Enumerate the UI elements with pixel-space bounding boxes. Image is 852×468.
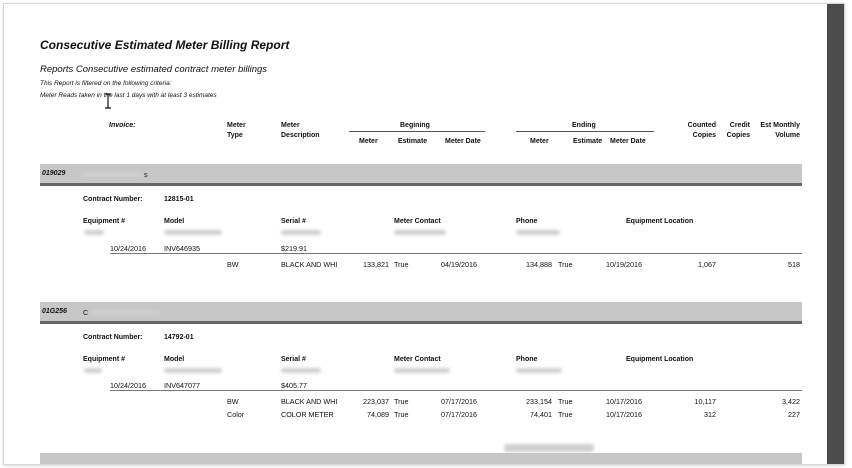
invoice-date: 10/24/2016 bbox=[110, 381, 146, 390]
contract-number-label: Contract Number: bbox=[83, 334, 143, 341]
report-page bbox=[4, 4, 826, 464]
customer-band-rule bbox=[40, 321, 802, 324]
begin-estimate: True bbox=[394, 410, 409, 419]
begin-estimate: True bbox=[394, 397, 409, 406]
meter-type: Color bbox=[227, 410, 245, 419]
col-meter-type-1: Meter bbox=[227, 122, 246, 129]
customer-band bbox=[40, 164, 802, 183]
col-begin-date: Meter Date bbox=[445, 138, 481, 145]
col-counted-1: Counted bbox=[687, 122, 716, 129]
redacted-fragment bbox=[504, 444, 594, 452]
est-monthly-volume: 518 bbox=[788, 260, 800, 269]
beginning-rule bbox=[349, 131, 485, 132]
meter-description: BLACK AND WHI bbox=[281, 260, 338, 269]
col-invoice: Invoice: bbox=[109, 122, 136, 129]
col-meter-desc-2: Description bbox=[281, 132, 320, 139]
redacted-equipment bbox=[84, 230, 104, 235]
equipment-location-label: Equipment Location bbox=[626, 218, 694, 225]
col-begin-meter: Meter bbox=[359, 138, 378, 145]
begin-meter: 223,037 bbox=[363, 397, 389, 406]
redacted-model bbox=[164, 230, 222, 235]
equipment-label: Equipment # bbox=[83, 218, 126, 225]
meter-contact-label: Meter Contact bbox=[394, 356, 441, 363]
est-monthly-volume: 227 bbox=[788, 410, 800, 419]
redacted-equipment bbox=[84, 368, 102, 373]
phone-label: Phone bbox=[516, 218, 538, 225]
redacted-customer-name bbox=[82, 172, 144, 177]
customer-id: 019029 bbox=[42, 170, 66, 177]
col-volume-1: Est Monthly bbox=[760, 122, 800, 129]
customer-name-suffix: s bbox=[144, 170, 148, 179]
text-cursor-icon bbox=[104, 93, 112, 109]
col-end-meter: Meter bbox=[530, 138, 549, 145]
equipment-location-label: Equipment Location bbox=[626, 356, 694, 363]
redacted-contact bbox=[394, 368, 450, 373]
meter-contact-label: Meter Contact bbox=[394, 218, 441, 225]
invoice-rule bbox=[110, 253, 802, 254]
end-estimate: True bbox=[558, 260, 573, 269]
invoice-rule bbox=[110, 390, 802, 391]
end-estimate: True bbox=[558, 410, 573, 419]
filter-note: This Report is filtered on the following criteria: bbox=[40, 80, 172, 87]
customer-band bbox=[40, 453, 802, 464]
invoice-number: INV646935 bbox=[164, 244, 200, 253]
end-meter: 233,154 bbox=[526, 397, 552, 406]
redacted-model bbox=[164, 368, 222, 373]
filter-criteria: Meter Reads taken in the last 1 days with at least 3 estimates bbox=[40, 92, 217, 99]
end-estimate: True bbox=[558, 397, 573, 406]
col-volume-2: Volume bbox=[775, 132, 800, 139]
customer-id: 01G256 bbox=[42, 308, 67, 315]
report-viewer bbox=[4, 4, 844, 464]
col-ending: Ending bbox=[572, 122, 596, 129]
est-monthly-volume: 3,422 bbox=[782, 397, 800, 406]
end-meter: 74,401 bbox=[530, 410, 552, 419]
serial-label: Serial # bbox=[281, 218, 306, 225]
customer-band-rule bbox=[40, 183, 802, 186]
model-label: Model bbox=[164, 218, 185, 225]
redacted-serial bbox=[281, 230, 321, 235]
begin-meter: 133,821 bbox=[363, 260, 389, 269]
report-subtitle: Reports Consecutive estimated contract meter billings bbox=[40, 64, 268, 75]
invoice-amount: $405.77 bbox=[281, 381, 307, 390]
col-counted-2: Copies bbox=[692, 132, 716, 139]
col-end-estimate: Estimate bbox=[573, 138, 603, 145]
counted-copies: 1,067 bbox=[698, 260, 716, 269]
begin-meter: 74,089 bbox=[367, 410, 389, 419]
phone-label: Phone bbox=[516, 356, 538, 363]
col-beginning: Begining bbox=[400, 122, 430, 129]
contract-number: 12815-01 bbox=[164, 196, 194, 203]
invoice-date: 10/24/2016 bbox=[110, 244, 146, 253]
begin-date: 07/17/2016 bbox=[441, 410, 477, 419]
begin-estimate: True bbox=[394, 260, 409, 269]
invoice-amount: $219.91 bbox=[281, 244, 307, 253]
invoice-number: INV647077 bbox=[164, 381, 200, 390]
meter-description: COLOR METER bbox=[281, 410, 334, 419]
col-begin-estimate: Estimate bbox=[398, 138, 428, 145]
ending-rule bbox=[516, 131, 654, 132]
redacted-contact bbox=[394, 230, 446, 235]
col-meter-desc-1: Meter bbox=[281, 122, 300, 129]
vertical-scrollbar[interactable] bbox=[827, 4, 844, 464]
col-credit-1: Credit bbox=[729, 122, 750, 129]
meter-type: BW bbox=[227, 397, 239, 406]
col-meter-type-2: Type bbox=[227, 132, 243, 139]
redacted-customer-name bbox=[90, 310, 160, 315]
equipment-label: Equipment # bbox=[83, 356, 126, 363]
redacted-phone bbox=[516, 368, 562, 373]
meter-description: BLACK AND WHI bbox=[281, 397, 338, 406]
serial-label: Serial # bbox=[281, 356, 306, 363]
contract-number: 14792-01 bbox=[164, 334, 194, 341]
end-date: 10/17/2016 bbox=[606, 410, 642, 419]
redacted-serial bbox=[281, 368, 321, 373]
contract-number-label: Contract Number: bbox=[83, 196, 143, 203]
begin-date: 07/17/2016 bbox=[441, 397, 477, 406]
col-credit-2: Copies bbox=[726, 132, 750, 139]
counted-copies: 312 bbox=[704, 410, 716, 419]
meter-type: BW bbox=[227, 260, 239, 269]
begin-date: 04/19/2016 bbox=[441, 260, 477, 269]
end-date: 10/19/2016 bbox=[606, 260, 642, 269]
end-date: 10/17/2016 bbox=[606, 397, 642, 406]
redacted-phone bbox=[516, 230, 560, 235]
report-title: Consecutive Estimated Meter Billing Report bbox=[40, 38, 290, 52]
model-label: Model bbox=[164, 356, 185, 363]
col-end-date: Meter Date bbox=[610, 138, 646, 145]
customer-name-prefix: C bbox=[83, 308, 89, 317]
counted-copies: 10,117 bbox=[694, 397, 716, 406]
end-meter: 134,888 bbox=[526, 260, 552, 269]
